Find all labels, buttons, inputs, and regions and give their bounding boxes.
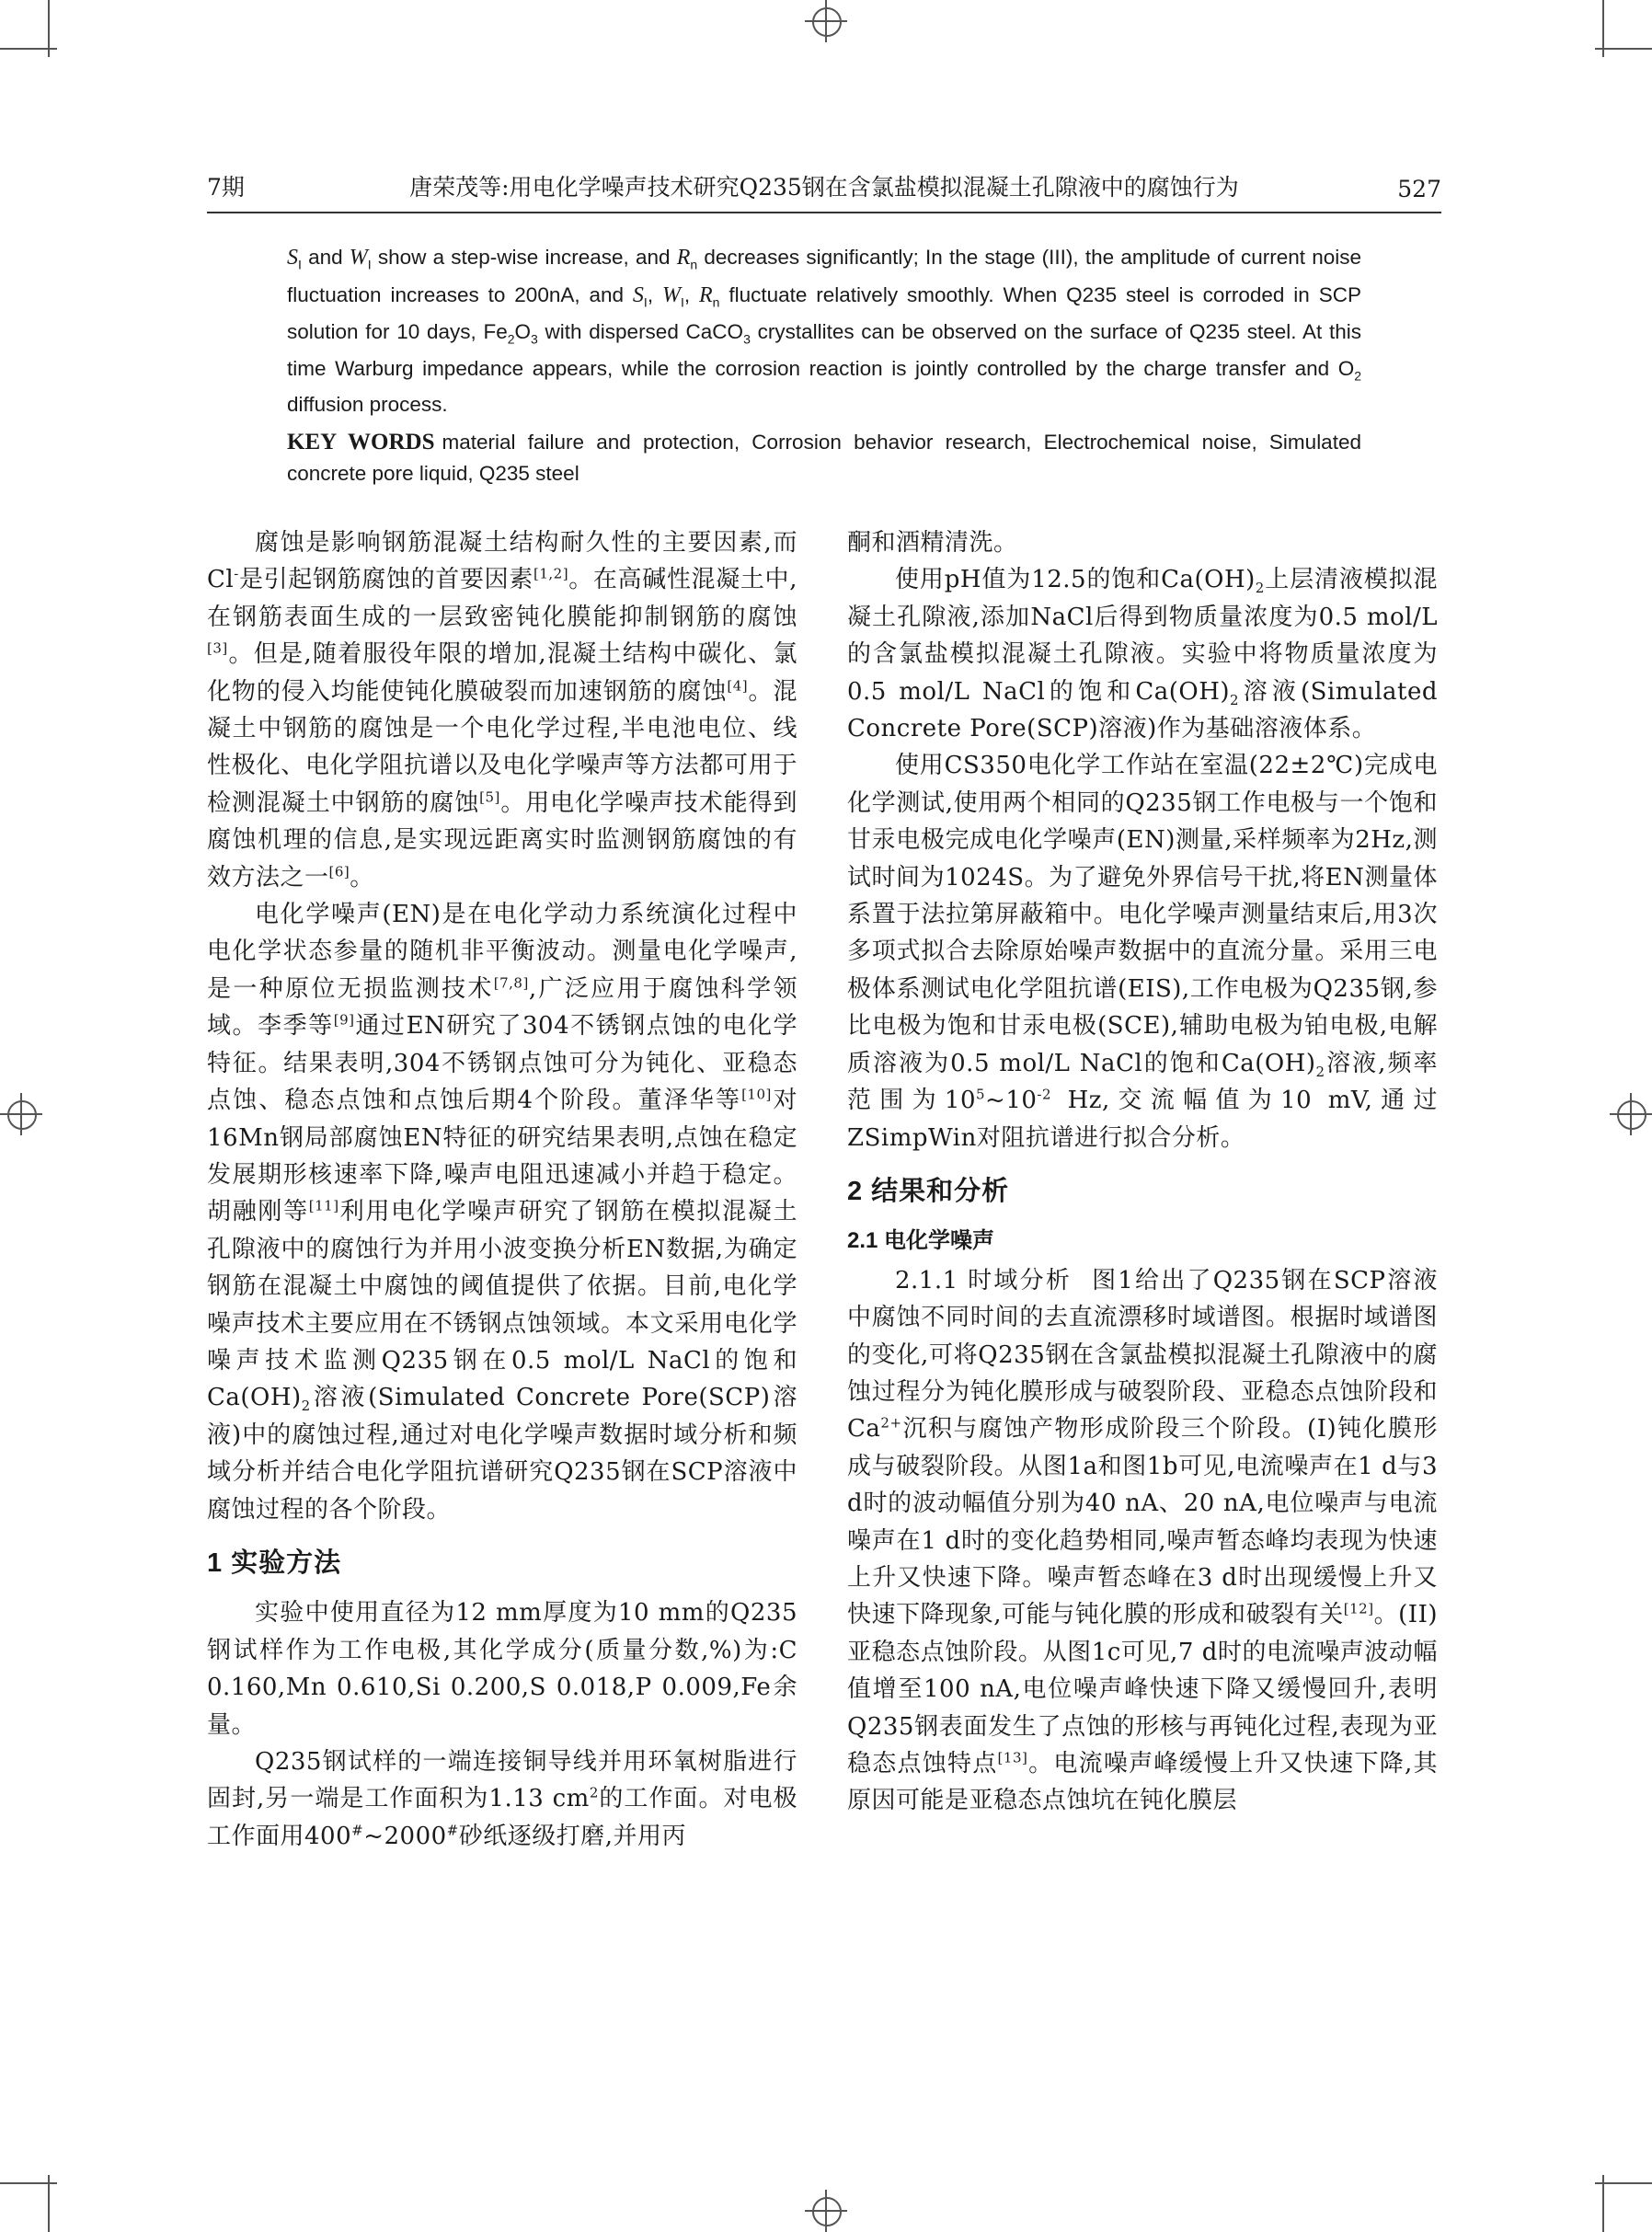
citation: [10] (741, 1086, 772, 1103)
citation: [1,2] (533, 565, 569, 582)
results-paragraph-1: 2.1.1 时域分析 图1给出了Q235钢在SCP溶液中腐蚀不同时间的去直流漂移时域谱图。根据时域谱图的变化,可将Q235钢在含氯盐模拟混凝土孔隙液中的腐蚀过程分为钝化膜形成与破裂阶段、亚稳态点蚀阶段和$Ca^{2+}$沉积与腐蚀产物形成阶段三个阶段。(I)钝化膜形成与破裂阶段。从图1a和图1b可见,电流噪声在1 d与3 d时的波动幅值分别为40 nA、20 nA,电位噪声与电流噪声在1 d时的变化趋势相同,噪声暂态峰均表现为快速上升又快速下降。噪声暂态峰在3 d时出现缓慢上升又快速下降现象,可能与钝化膜的形成和破裂有关[12]。(II)亚稳态点蚀阶段。从图1c可见,7 d时的电流噪声波动幅值增至100 nA,电位噪声峰快速下降又缓慢回升,表明Q235钢表面发生了点蚀的形核与再钝化过程,表现为亚稳态点蚀特点[13]。电流噪声峰缓慢上升又快速下降,其原因可能是亚稳态点蚀坑在钝化膜层 (847, 1266, 1439, 1815)
citation: [3] (207, 639, 228, 657)
citation: [6] (328, 863, 350, 880)
crop-mark-top-left-h (0, 48, 57, 50)
methods-paragraph-4: 使用CS350电化学工作站在室温(22±2℃)完成电化学测试,使用两个相同的Q235钢工作电极与一个饱和甘汞电极完成电化学噪声(EN)测量,采样频率为2Hz,测试时间为1024S。为了避免外界信号干扰,将EN测量体系置于法拉第屏蔽箱中。电化学噪声测量结束后,用3次多项式拟合去除原始噪声数据中的直流分量。采用三电极体系测试电化学阻抗谱(EIS),工作电极为Q235钢,参比电极为饱和甘汞电极(SCE),辅助电极为铂电极,电解质溶液为0.5 mol/L NaCl的饱和$Ca(OH)_2$溶液,频率范围为$10^5\sim 10^{-2}$ Hz,交流幅值为10 mV,通过ZSimpWin对阻抗谱进行拟合分析。 (847, 752, 1438, 1152)
section-title-methods: 1 实验方法 (207, 1547, 342, 1578)
section-title-results: 2 结果和分析 (847, 1176, 1010, 1206)
citation: [7,8] (493, 974, 529, 992)
page-number: 527 (1397, 176, 1441, 202)
registration-mark-top (805, 0, 847, 42)
methods-paragraph-1: 实验中使用直径为12 mm厚度为10 mm的Q235钢试样作为工作电极,其化学成分(质量分数,%)为:C 0.160,Mn 0.610,Si 0.200,S 0.018,P 0.009,Fe余量。 (207, 1599, 797, 1739)
citation: [13] (997, 1749, 1028, 1766)
left-column (207, 524, 797, 1855)
methods-paragraph-2: Q235钢试样的一端连接铜导线并用环氧树脂进行固封,另一端是工作面积为1.13 $cm^2$的工作面。对电极工作面用400#~2000#砂纸逐级打磨,并用丙 (207, 1748, 797, 1850)
citation: [12] (1343, 1600, 1374, 1617)
citation: [9] (333, 1011, 355, 1029)
citation: [11] (308, 1197, 339, 1214)
registration-mark-left (0, 1093, 42, 1135)
citation: [4] (727, 676, 749, 694)
abstract-paragraph: $S_I$ and $W_I$ show a step-wise increase, and $R_n$ decreases significantly; In the stage (III), the amplitude of current noise fluctuation increases to 200nA, and $S_I$, $W_I$, $R_n$ fluctuate relatively smoothly. When Q235 steel is corroded in SCP solution for 10 days, $Fe_2O_3$ with dispersed CaCO$_3$ crystallites can be observed on the surface of Q235 steel. At this time Warburg impedance appears, while the corrosion reaction is jointly controlled by the charge transfer and $O_2$ diffusion process. (287, 246, 1361, 416)
running-header (207, 171, 1441, 213)
keywords-label: KEY WORDS (287, 429, 435, 454)
methods-paragraph-3: 使用pH值为12.5的饱和$Ca(OH)_2$上层清液模拟混凝土孔隙液,添加NaCl后得到物质量浓度为0.5 mol/L的含氯盐模拟混凝土孔隙液。实验中将物质量浓度为0.5 mol/L NaCl的饱和$Ca(OH)_2$溶液(Simulated Concrete Pore(SCP)溶液)作为基础溶液体系。 (847, 566, 1438, 743)
right-column (847, 524, 1438, 1820)
subsection-title-en: 2.1 电化学噪声 (847, 1228, 995, 1254)
citation: [5] (479, 788, 500, 806)
issue-label: 7期 (207, 174, 245, 201)
keywords (287, 427, 1361, 489)
registration-mark-right (1610, 1093, 1652, 1135)
intro-paragraph-2: 电化学噪声(EN)是在电化学动力系统演化过程中电化学状态参量的随机非平衡波动。测量电化学噪声,是一种原位无损监测技术[7,8],广泛应用于腐蚀科学领域。李季等[9]通过EN研究了304不锈钢点蚀的电化学特征。结果表明,304不锈钢点蚀可分为钝化、亚稳态点蚀、稳态点蚀和点蚀后期4个阶段。董泽华等[10]对16Mn钢局部腐蚀EN特征的研究结果表明,点蚀在稳定发展期形核速率下降,噪声电阻迅速减小并趋于稳定。胡融刚等[11]利用电化学噪声研究了钢筋在模拟混凝土孔隙液中的腐蚀行为并用小波变换分析EN数据,为确定钢筋在混凝土中腐蚀的阈值提供了依据。目前,电化学噪声技术主要应用在不锈钢点蚀领域。本文采用电化学噪声技术监测Q235钢在0.5 mol/L NaCl的饱和$Ca(OH)_2$溶液(Simulated Concrete Pore(SCP)溶液)中的腐蚀过程,通过对电化学噪声数据时域分析和频域分析并结合电化学阻抗谱研究Q235钢在SCP溶液中腐蚀过程的各个阶段。 (207, 901, 797, 1524)
intro-paragraph-1: 腐蚀是影响钢筋混凝土结构耐久性的主要因素,而Cl-是引起钢筋腐蚀的首要因素[1,2]。在高碱性混凝土中,在钢筋表面生成的一层致密钝化膜能抑制钢筋的腐蚀[3]。但是,随着服役年限的增加,混凝土结构中碳化、氯化物的侵入均能使钝化膜破裂而加速钢筋的腐蚀[4]。混凝土中钢筋的腐蚀是一个电化学过程,半电池电位、线性极化、电化学阻抗谱以及电化学噪声等方法都可用于检测混凝土中钢筋的腐蚀[5]。用电化学噪声技术能得到腐蚀机理的信息,是实现远距离实时监测钢筋腐蚀的有效方法之一[6]。 (207, 529, 797, 892)
english-abstract (287, 239, 1361, 489)
keywords-text: material failure and protection, Corrosion behavior research, Electrochemical noise, Simulated concrete pore liquid, Q235 steel (287, 430, 1361, 485)
crop-mark-bottom-left-h (0, 2182, 57, 2184)
crop-mark-top-right-h (1595, 48, 1652, 50)
inline-heading: 2.1.1 时域分析 (895, 1266, 1073, 1294)
running-title: 唐荣茂等:用电化学噪声技术研究Q235钢在含氯盐模拟混凝土孔隙液中的腐蚀行为 (409, 174, 1239, 201)
crop-mark-bottom-right-h (1595, 2182, 1652, 2184)
registration-mark-bottom (805, 2190, 847, 2232)
methods-paragraph-continued: 酮和酒精清洗。 (847, 529, 1018, 557)
